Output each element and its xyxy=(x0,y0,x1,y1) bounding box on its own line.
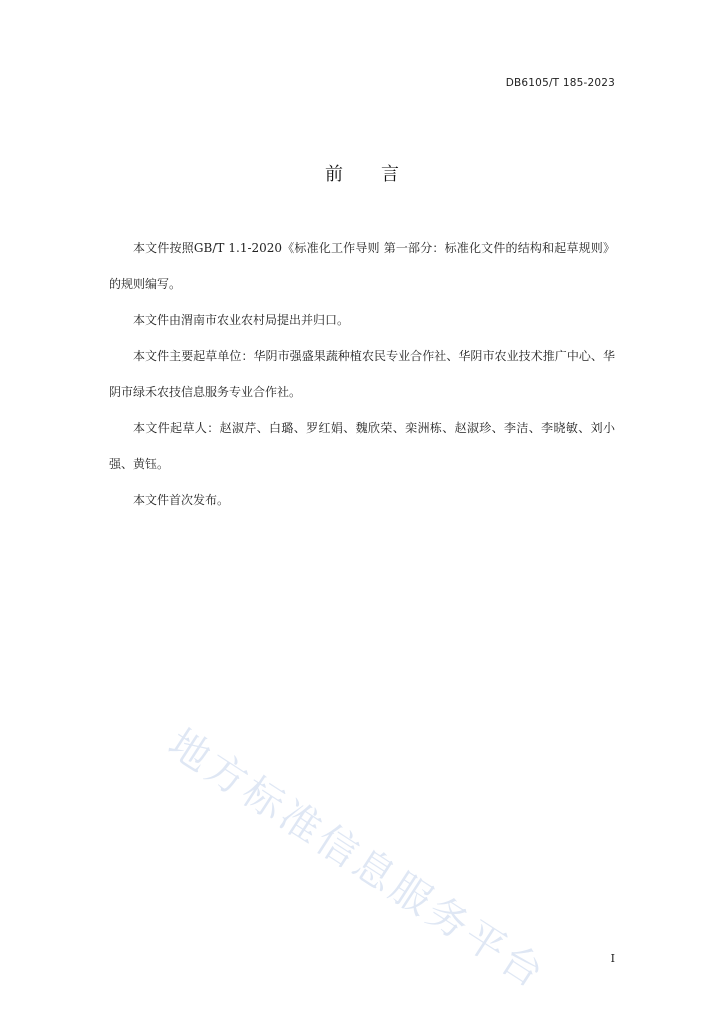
paragraph-proposer: 本文件由渭南市农业农村局提出并归口。 xyxy=(133,313,350,327)
page-number: I xyxy=(610,952,615,965)
paragraph-drafters: 本文件起草人：赵淑芹、白璐、罗红娟、魏欣荣、栾洲栋、赵淑珍、李洁、李晓敏、刘小强、黄钰。 xyxy=(109,421,615,471)
watermark: 地方标准信息服务平台 xyxy=(160,720,555,999)
foreword-body xyxy=(109,230,615,518)
paragraph-first-release: 本文件首次发布。 xyxy=(133,493,230,507)
paragraph-drafting-rules: 本文件按照GB/T 1.1-2020《标准化工作导则 第一部分：标准化文件的结构和起草规则》的规则编写。 xyxy=(109,241,615,291)
document-code: DB6105/T 185-2023 xyxy=(505,77,615,89)
paragraph-drafting-units: 本文件主要起草单位：华阴市强盛果蔬种植农民专业合作社、华阴市农业技术推广中心、华阴市绿禾农技信息服务专业合作社。 xyxy=(109,349,615,399)
section-heading: 前言 xyxy=(325,164,437,185)
